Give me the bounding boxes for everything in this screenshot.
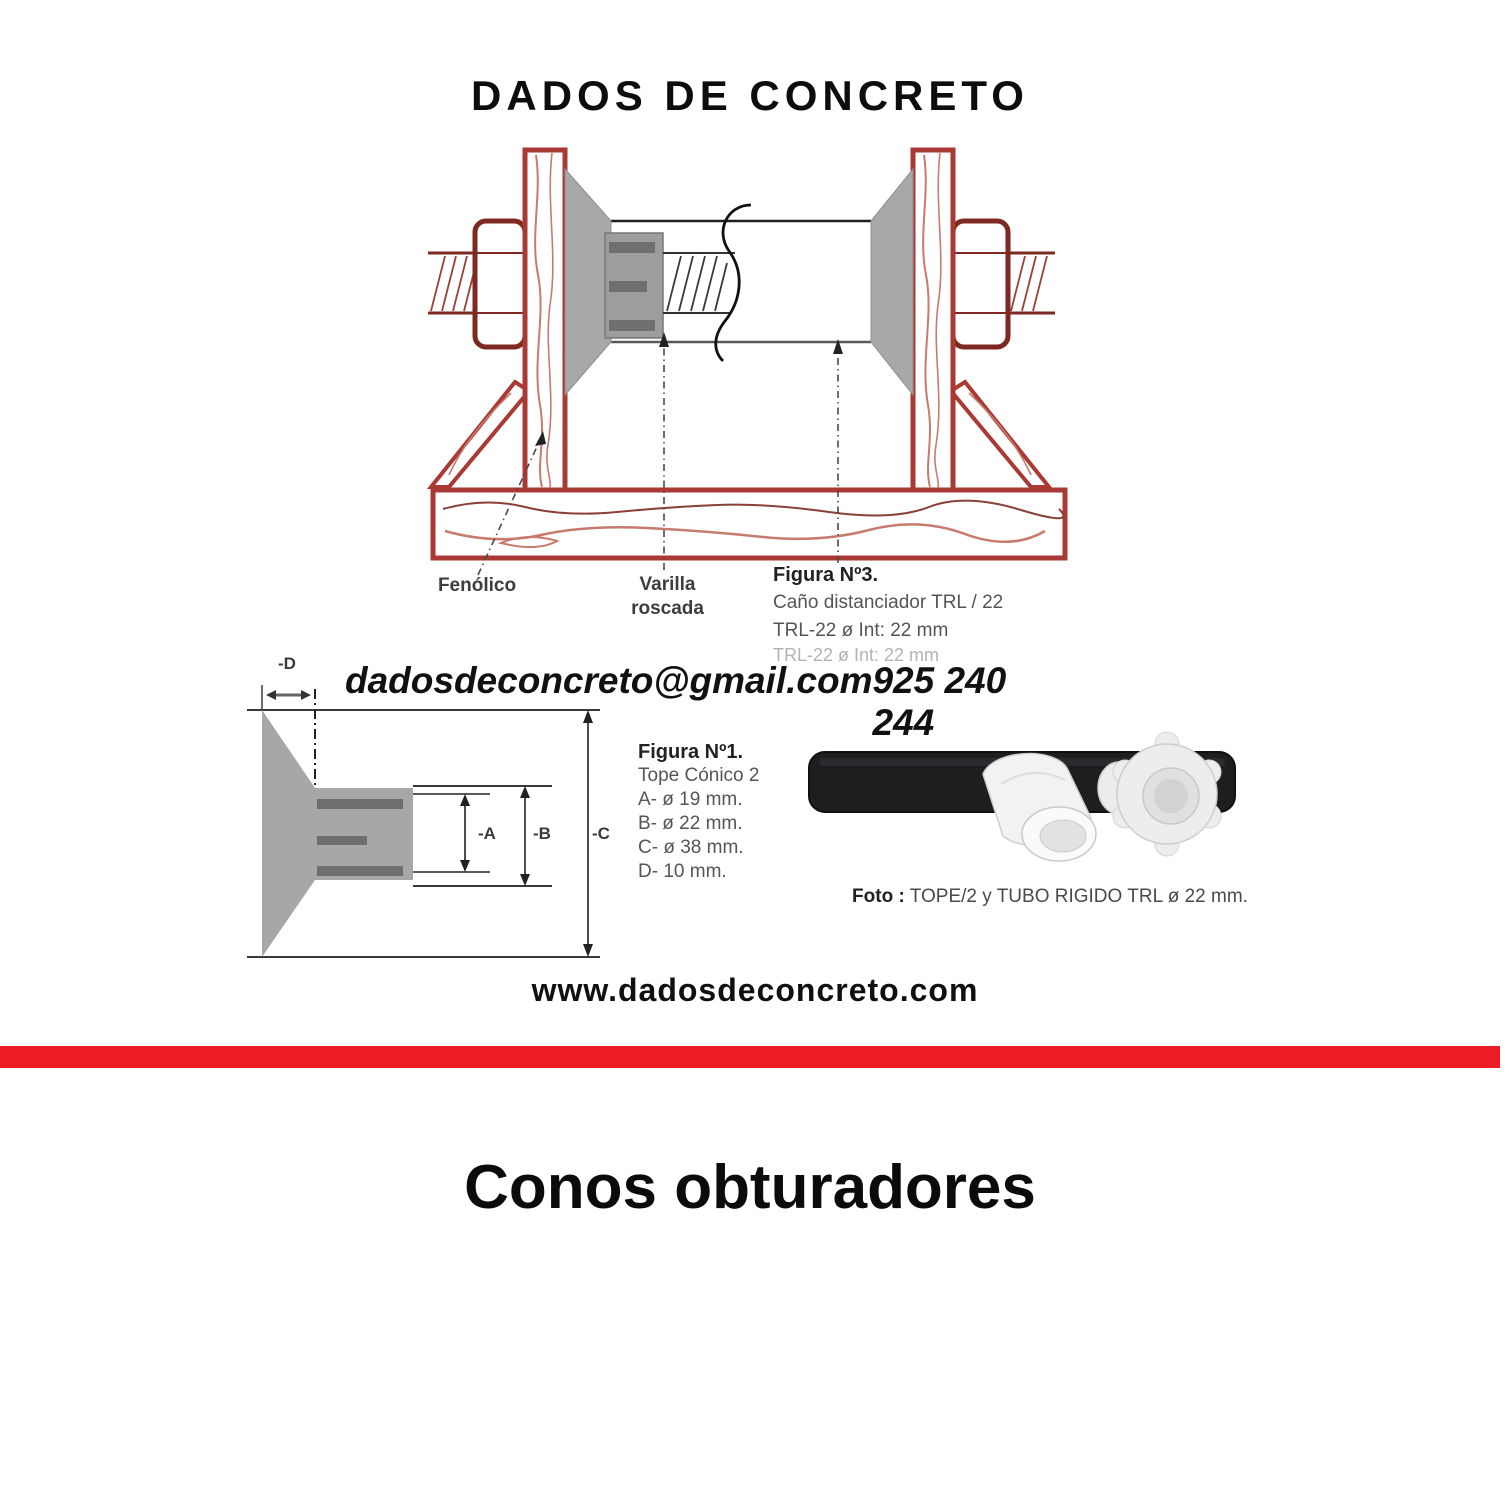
dim-label-a: -A: [478, 824, 496, 843]
label-varilla-roscada: [595, 573, 740, 621]
page-title: DADOS DE CONCRETO: [471, 72, 1029, 119]
product-photo: [805, 742, 1245, 892]
figure1-caption-line2: A- ø 19 mm.: [638, 789, 743, 810]
label-varilla-line1: Varilla: [639, 574, 696, 595]
figure1-caption-line4: C- ø 38 mm.: [638, 837, 744, 858]
label-varilla-line2: roscada: [631, 598, 704, 619]
dim-label-b: -B: [533, 824, 551, 843]
website-url: www.dadosdeconcreto.com: [531, 972, 979, 1008]
figure1-caption-line5: D- 10 mm.: [638, 861, 727, 882]
figure3-diagram: [415, 135, 1065, 595]
figure1-caption-line3: B- ø 22 mm.: [638, 813, 743, 834]
photo-caption-label: Foto :: [852, 886, 905, 907]
contact-phone: 925 240 244: [872, 660, 1007, 743]
contact-email: dadosdeconcreto@gmail.com: [345, 660, 873, 701]
figure3-caption-clipped-line: TRL-22 ø Int: 22 mm: [773, 645, 940, 665]
figure3-caption: [773, 561, 1073, 665]
figure1-caption-title: Figura Nº1.: [638, 741, 744, 763]
dim-label-d: -D: [278, 654, 296, 673]
label-fenolico: Fenólico: [437, 575, 517, 596]
red-divider-bar: [0, 1046, 1500, 1068]
figure1-caption: [638, 740, 808, 884]
product-photo-drawing: [805, 742, 1245, 892]
photo-caption: [840, 886, 1260, 908]
figure3-drawing: [415, 135, 1065, 595]
figure3-caption-line2: TRL-22 ø Int: 22 mm: [773, 620, 949, 641]
product-heading: Conos obturadores: [464, 1153, 1036, 1222]
figure3-caption-title: Figura Nº3.: [773, 564, 879, 586]
figure1-drawing: [240, 645, 620, 975]
figure1-caption-line1: Tope Cónico 2: [638, 765, 760, 786]
dim-label-c: -C: [592, 824, 610, 843]
figure3-caption-line1: Caño distanciador TRL / 22: [773, 592, 1004, 613]
photo-caption-text: TOPE/2 y TUBO RIGIDO TRL ø 22 mm.: [904, 886, 1248, 907]
figure1-diagram: [240, 645, 620, 975]
